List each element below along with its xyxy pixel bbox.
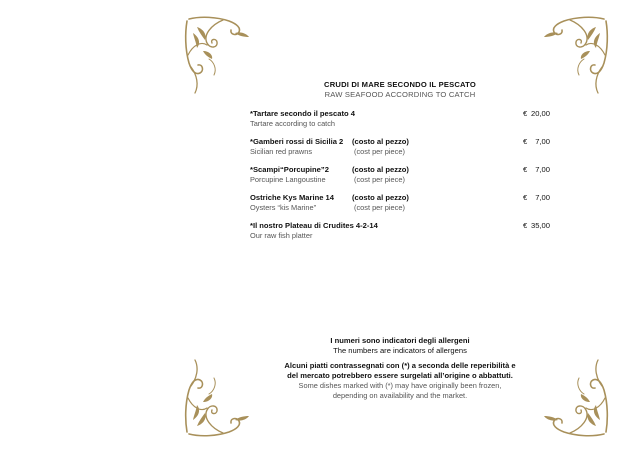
menu-item bbox=[250, 137, 552, 161]
menu-item bbox=[250, 193, 552, 217]
item-name: Ostriche Kys Marine 14 bbox=[250, 193, 334, 202]
item-currency: € bbox=[523, 165, 528, 174]
item-price: 20,00 bbox=[530, 109, 550, 118]
flourish-svg bbox=[538, 358, 610, 438]
item-name: *Il nostro Plateau di Crudites 4-2-14 bbox=[250, 221, 378, 230]
frozen-note bbox=[280, 361, 520, 401]
item-note-translation: (cost per piece) bbox=[354, 175, 405, 184]
item-note-translation: (cost per piece) bbox=[354, 203, 405, 212]
item-note-translation: (cost per piece) bbox=[354, 147, 405, 156]
item-currency: € bbox=[523, 109, 528, 118]
item-price: 7,00 bbox=[535, 193, 550, 202]
allergen-note-english: The numbers are indicators of allergens bbox=[333, 346, 467, 355]
section-title-english: RAW SEAFOOD ACCORDING TO CATCH bbox=[324, 90, 476, 99]
item-note: (costo al pezzo) bbox=[352, 137, 409, 146]
corner-flourish-icon bbox=[183, 358, 255, 438]
item-currency: € bbox=[523, 137, 528, 146]
corner-flourish-icon bbox=[538, 358, 610, 438]
item-translation: Porcupine Langoustine bbox=[250, 175, 326, 184]
section-heading bbox=[250, 80, 550, 100]
item-price: 7,00 bbox=[535, 165, 550, 174]
menu-item bbox=[250, 165, 552, 189]
allergen-note bbox=[280, 336, 520, 356]
menu-item bbox=[250, 221, 552, 245]
item-translation: Oysters “kis Marine” bbox=[250, 203, 317, 212]
flourish-svg bbox=[183, 15, 255, 95]
item-translation: Sicilian red prawns bbox=[250, 147, 313, 156]
flourish-svg bbox=[183, 358, 255, 438]
item-translation: Our raw fish platter bbox=[250, 231, 313, 240]
item-name: *Gamberi rossi di Sicilia 2 bbox=[250, 137, 344, 146]
frozen-note-english-line2: depending on availability and the market. bbox=[332, 391, 468, 400]
item-currency: € bbox=[523, 221, 528, 230]
item-price: 7,00 bbox=[535, 137, 550, 146]
item-translation: Tartare according to catch bbox=[250, 119, 336, 128]
item-price: 35,00 bbox=[530, 221, 550, 230]
item-note: (costo al pezzo) bbox=[352, 193, 409, 202]
item-name: *Tartare secondo il pescato 4 bbox=[250, 109, 355, 118]
allergen-note-italian: I numeri sono indicatori degli allergeni bbox=[330, 336, 470, 345]
menu-item bbox=[250, 109, 552, 133]
frozen-note-italian-line2: del mercato potrebbero essere surgelati all’origine o abbattuti. bbox=[287, 371, 513, 380]
item-name: *Scampi“Porcupine”2 bbox=[250, 165, 329, 174]
section-title-italian: CRUDI DI MARE SECONDO IL PESCATO bbox=[324, 80, 476, 89]
item-note: (costo al pezzo) bbox=[352, 165, 409, 174]
frozen-note-english-line1: Some dishes marked with (*) may have originally been frozen, bbox=[298, 381, 502, 390]
item-currency: € bbox=[523, 193, 528, 202]
frozen-note-italian-line1: Alcuni piatti contrassegnati con (*) a seconda delle reperibilità e bbox=[284, 361, 516, 370]
corner-flourish-icon bbox=[183, 15, 255, 95]
